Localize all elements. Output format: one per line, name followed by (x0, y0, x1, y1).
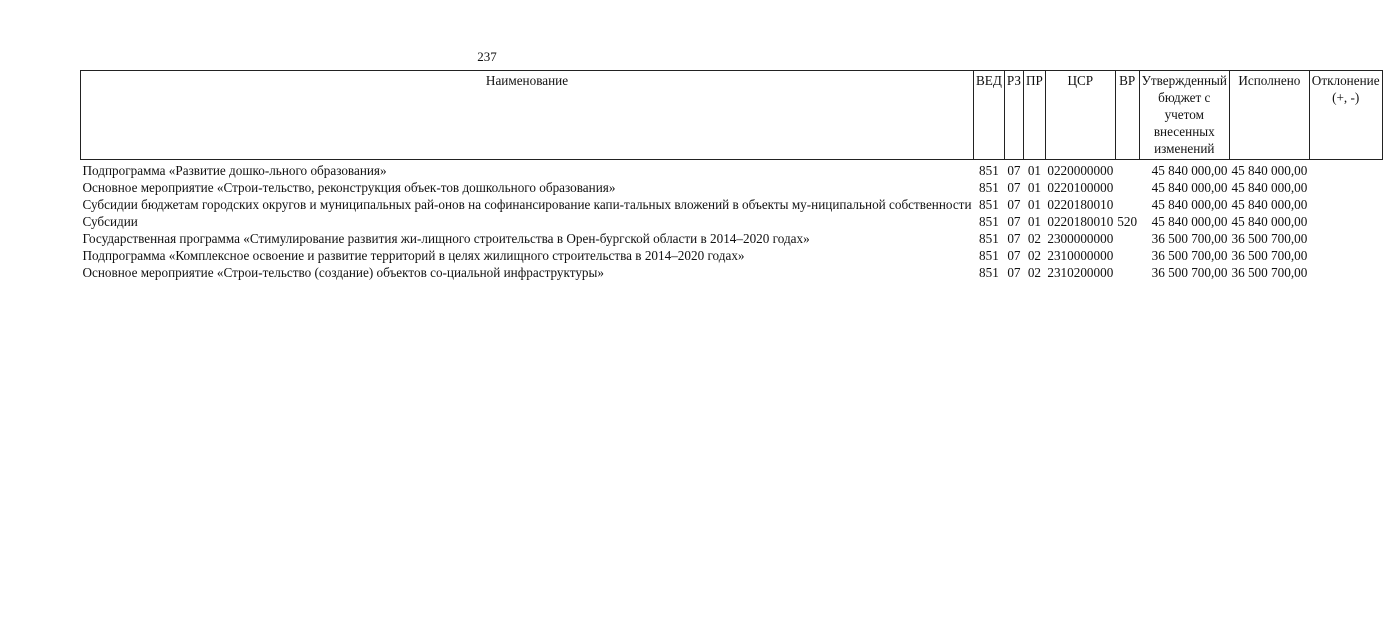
row-ved: 851 (979, 248, 999, 263)
row-executed: 45 840 000,00 (1231, 197, 1308, 212)
table-row (81, 160, 1383, 180)
row-ved: 851 (979, 180, 999, 195)
row-rz: 07 (1007, 214, 1021, 229)
row-pr: 01 (1027, 214, 1041, 229)
row-name: Субсидии (82, 214, 138, 229)
table-row (81, 213, 1383, 230)
row-vr: 520 (1117, 214, 1138, 229)
row-ved: 851 (979, 163, 999, 178)
row-executed: 36 500 700,00 (1231, 248, 1308, 263)
header-row (81, 71, 1383, 160)
row-vr (1115, 179, 1139, 196)
col-header-name: Наименование (81, 71, 974, 160)
row-rz: 07 (1007, 231, 1021, 246)
row-vr (1115, 160, 1139, 180)
row-csr: 0220180010 (1047, 197, 1114, 212)
row-vr (1115, 230, 1139, 247)
row-executed: 45 840 000,00 (1231, 163, 1308, 178)
row-vr (1115, 247, 1139, 264)
row-approved: 45 840 000,00 (1151, 163, 1228, 178)
row-csr: 2310000000 (1047, 248, 1114, 263)
col-header-ved: ВЕД (974, 71, 1005, 160)
row-pr: 02 (1027, 231, 1041, 246)
row-name: Основное мероприятие «Строи-тельство, реконструкция объек-тов дошкольного образования» (82, 180, 616, 195)
row-deviation (1309, 213, 1382, 230)
table-row (81, 264, 1383, 281)
row-csr: 2310200000 (1047, 265, 1114, 280)
row-ved: 851 (979, 231, 999, 246)
row-deviation (1309, 179, 1382, 196)
row-vr (1115, 264, 1139, 281)
row-rz: 07 (1007, 265, 1021, 280)
col-header-deviation: Отклонение (+, -) (1309, 71, 1382, 160)
row-deviation (1309, 264, 1382, 281)
row-approved: 45 840 000,00 (1151, 197, 1228, 212)
row-deviation (1309, 160, 1382, 180)
row-approved: 36 500 700,00 (1151, 248, 1228, 263)
row-csr: 0220100000 (1047, 180, 1114, 195)
row-approved: 36 500 700,00 (1151, 265, 1228, 280)
budget-table (80, 70, 1383, 281)
row-ved: 851 (979, 214, 999, 229)
row-pr: 02 (1027, 248, 1041, 263)
row-executed: 45 840 000,00 (1231, 180, 1308, 195)
row-name: Подпрограмма «Комплексное освоение и развитие территорий в целях жилищного строительства в 2014–2020 годах» (82, 248, 745, 263)
row-name: Государственная программа «Стимулирование развития жи-лищного строительства в Орен-бургской области в 2014–2020 годах» (82, 231, 810, 246)
table-row (81, 196, 1383, 213)
row-pr: 01 (1027, 180, 1041, 195)
row-ved: 851 (979, 197, 999, 212)
row-pr: 01 (1027, 197, 1041, 212)
row-rz: 07 (1007, 197, 1021, 212)
page-number: 237 (477, 49, 497, 64)
row-vr (1115, 196, 1139, 213)
table-row (81, 179, 1383, 196)
row-name: Субсидии бюджетам городских округов и муниципальных рай-онов на софинансирование капи-тальных вложений в объекты му-ниципальной собственности (82, 197, 972, 212)
row-pr: 02 (1027, 265, 1041, 280)
col-header-csr: ЦСР (1045, 71, 1115, 160)
row-csr: 0220000000 (1047, 163, 1114, 178)
row-csr: 2300000000 (1047, 231, 1114, 246)
row-approved: 36 500 700,00 (1151, 231, 1228, 246)
col-header-executed: Исполнено (1229, 71, 1309, 160)
row-deviation (1309, 196, 1382, 213)
row-executed: 36 500 700,00 (1231, 265, 1308, 280)
row-deviation (1309, 230, 1382, 247)
col-header-pr: ПР (1023, 71, 1045, 160)
row-csr: 0220180010 (1047, 214, 1114, 229)
row-rz: 07 (1007, 163, 1021, 178)
col-header-vr: ВР (1115, 71, 1139, 160)
row-ved: 851 (979, 265, 999, 280)
table-row (81, 247, 1383, 264)
row-executed: 36 500 700,00 (1231, 231, 1308, 246)
row-pr: 01 (1027, 163, 1041, 178)
row-approved: 45 840 000,00 (1151, 180, 1228, 195)
row-approved: 45 840 000,00 (1151, 214, 1228, 229)
table-row (81, 230, 1383, 247)
row-executed: 45 840 000,00 (1231, 214, 1308, 229)
row-name: Подпрограмма «Развитие дошко-льного образования» (82, 163, 387, 178)
row-deviation (1309, 247, 1382, 264)
row-rz: 07 (1007, 248, 1021, 263)
row-name: Основное мероприятие «Строи-тельство (создание) объектов со-циальной инфраструктуры» (82, 265, 604, 280)
col-header-rz: РЗ (1004, 71, 1023, 160)
row-rz: 07 (1007, 180, 1021, 195)
col-header-approved: Утвержденный бюджет с учетом внесенных изменений (1139, 71, 1229, 160)
